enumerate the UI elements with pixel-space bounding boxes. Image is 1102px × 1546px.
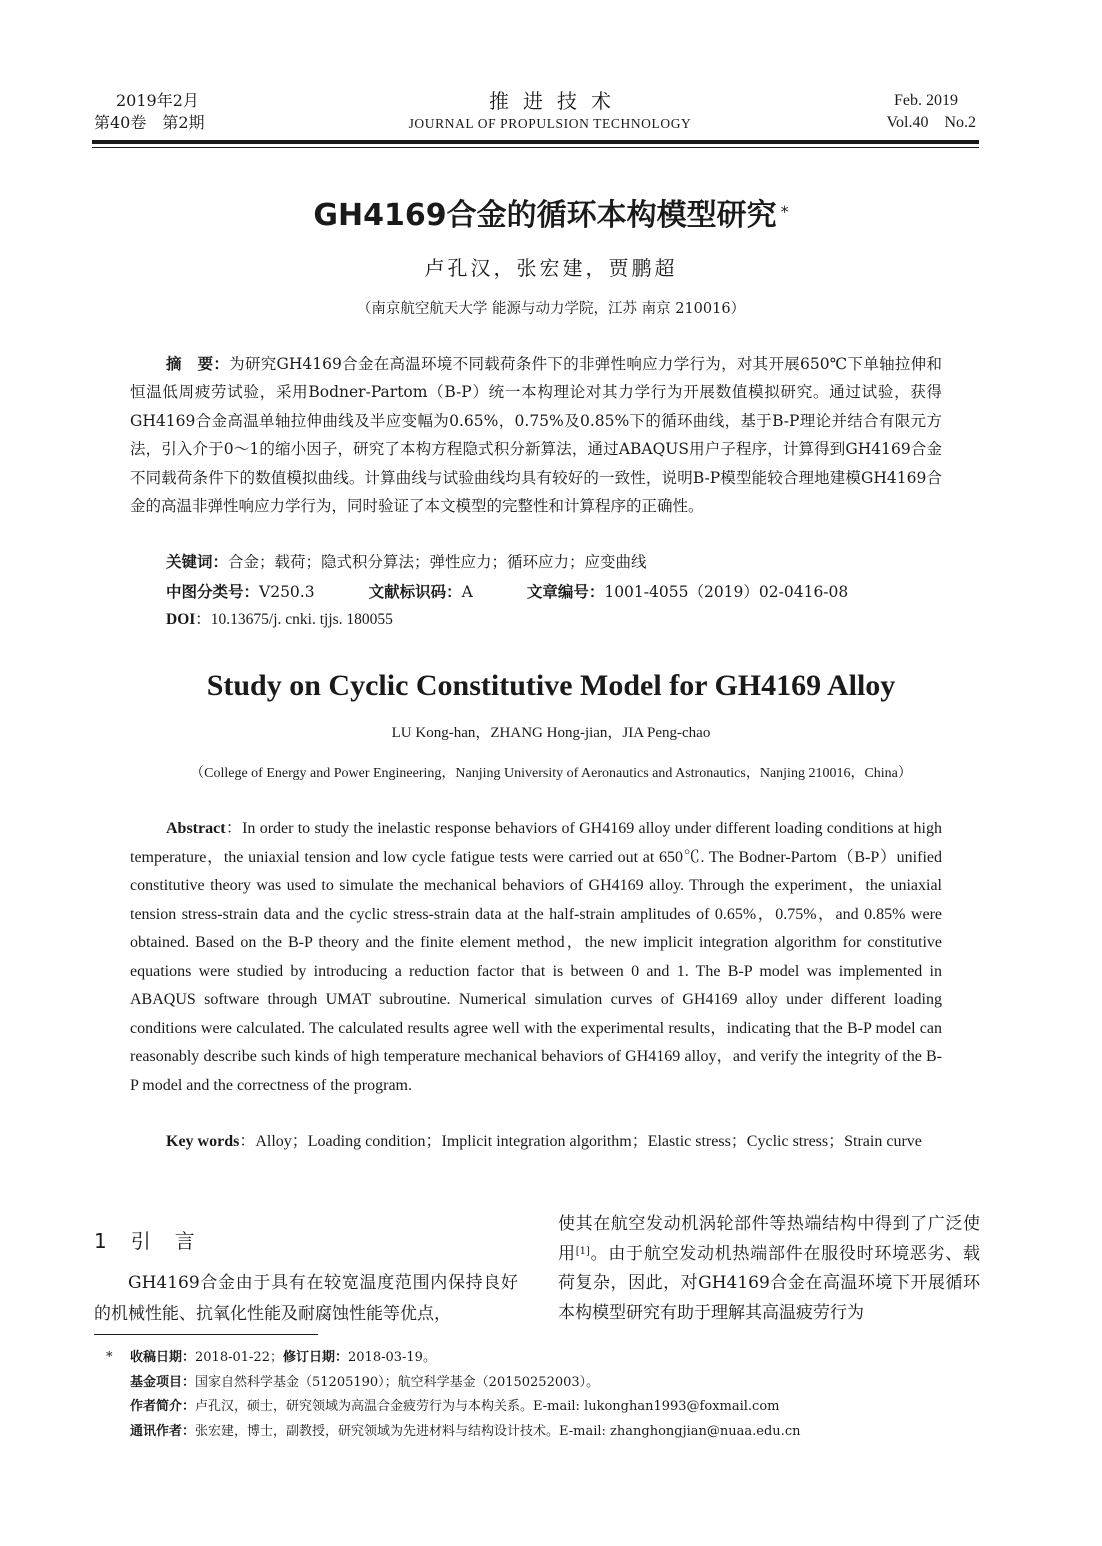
footnote-rule xyxy=(94,1334,318,1335)
clc-label: 中图分类号： xyxy=(166,583,260,601)
body-left-column xyxy=(94,1268,518,1330)
keywords-en-text: ：Alloy；Loading condition；Implicit integration algorithm；Elastic stress；Cyclic stress；Strain curve xyxy=(239,1133,922,1150)
intro-paragraph-left: GH4169合金由于具有在较宽温度范围内保持良好的机械性能、抗氧化性能及耐腐蚀性能等优点， xyxy=(94,1273,518,1324)
footnote-corresponding xyxy=(94,1420,974,1445)
doi-label: DOI xyxy=(166,611,196,628)
keywords-en-label: Key words xyxy=(166,1133,240,1150)
footnotes xyxy=(94,1346,974,1444)
citation-ref[interactable]: [1] xyxy=(575,1245,590,1257)
abstract-cn-text: 为研究GH4169合金在高温环境不同载荷条件下的非弹性响应力学行为，对其开展650℃下单轴拉伸和恒温低周疲劳试验，采用Bodner-Partom（B-P）统一本构理论对其力学行为开展数值模拟研究。通过试验，获得GH4169合金高温单轴拉伸曲线及半应变幅为0.65%，0.75%及0.85%下的循环曲线，基于B-P理论并结合有限元方法，引入介于0～1的缩小因子，研究了本构方程隐式积分新算法，通过ABAQUS用户子程序，计算得到GH4169合金不同载荷条件下的数值模拟曲线。计算曲线与试验曲线均具有较好的一致性，说明B-P模型能较合理地建模GH4169合金的高温非弹性响应力学行为，同时验证了本文模型的完整性和计算程序的正确性。 xyxy=(130,355,942,516)
journal-masthead xyxy=(330,88,770,133)
affiliation-cn: （南京航空航天大学 能源与动力学院，江苏 南京 210016） xyxy=(356,301,746,317)
title-footnote-mark: * xyxy=(780,202,789,221)
doi-value[interactable]: ：10.13675/j. cnki. tjjs. 180055 xyxy=(195,611,393,628)
section-number: 1 xyxy=(94,1229,109,1253)
journal-name-en: JOURNAL OF PROPULSION TECHNOLOGY xyxy=(408,116,692,131)
header-issue-cn: 第40卷 第2期 xyxy=(94,113,205,132)
header-left xyxy=(94,90,205,134)
authors-en: LU Kong-han，ZHANG Hong-jian，JIA Peng-chao xyxy=(391,725,711,741)
keywords-cn-text: 合金；载荷；隐式积分算法；弹性应力；循环应力；应变曲线 xyxy=(228,553,647,571)
footnote-author xyxy=(94,1395,974,1420)
section-heading-introduction xyxy=(94,1226,197,1256)
header-date-en: Feb. 2019 xyxy=(894,92,958,109)
fund-label: 基金项目： xyxy=(130,1374,196,1390)
authors-cn: 卢孔汉，张宏建，贾鹏超 xyxy=(424,256,678,280)
revised-label: 修订日期： xyxy=(282,1350,348,1365)
doi-line xyxy=(166,606,393,634)
body-right-column xyxy=(558,1210,980,1328)
keywords-cn xyxy=(166,548,647,576)
section-title-char-2: 言 xyxy=(174,1229,197,1253)
header-rule-thin xyxy=(92,147,979,148)
author-bio-label: 作者简介： xyxy=(130,1399,196,1414)
section-title-char-1: 引 xyxy=(130,1229,153,1253)
abstract-cn-label: 摘 要： xyxy=(166,355,230,373)
header-right xyxy=(887,90,977,134)
footnote-fund xyxy=(94,1371,974,1396)
corresponding-label: 通讯作者： xyxy=(130,1423,196,1439)
fund-value: 国家自然科学基金（51205190）；航空科学基金（20150252003）。 xyxy=(195,1374,600,1390)
footnote-dates xyxy=(94,1346,974,1371)
revised-value: 2018-03-19。 xyxy=(348,1350,436,1365)
received-value: 2018-01-22； xyxy=(195,1350,283,1365)
keywords-cn-label: 关键词： xyxy=(166,553,229,571)
abstract-en-text: ：In order to study the inelastic response behaviors of GH4169 alloy under different loading conditions at high temperature，the uniaxial tension and low cycle fatigue tests were carried out at 650℃. The Bodner-Partom（B-P）unified constitutive theory was used to simulate the mechanical behaviors of GH4169 alloy. Through the experiment，the uniaxial tension stress-strain data and the cyclic stress-strain data at the half-strain amplitudes of 0.65%，0.75%，and 0.85% were obtained. Based on the B-P theory and the finite element method，the new implicit integration algorithm for constitutive equations were studied by introducing a reduction factor that is between 0 and 1. The B-P model was implemented in ABAQUS software through UMAT subroutine. Numerical simulation curves of GH4169 alloy under different loading conditions were calculated. The calculated results agree well with the experimental results，indicating that the B-P model can reasonably describe such kinds of high temperature mechanical behaviors of GH4169 alloy，and verify the integrity of the B-P model and the correctness of the program. xyxy=(130,820,943,1094)
article-number-label: 文章编号： xyxy=(526,583,605,601)
footnote-star: * xyxy=(106,1350,113,1365)
header-date-cn: 2019年2月 xyxy=(116,91,199,110)
keywords-en xyxy=(130,1128,942,1157)
abstract-cn xyxy=(130,350,942,520)
paper-title-en: Study on Cyclic Constitutive Model for GH4169 Alloy xyxy=(206,669,896,702)
paper-title-cn xyxy=(0,196,1102,236)
author-bio-value: 卢孔汉，硕士，研究领域为高温合金疲劳行为与本构关系。E-mail: lukonghan1993@foxmail.com xyxy=(195,1399,780,1414)
clc-value: V250.3 xyxy=(259,583,315,601)
journal-name-cn: 推进技术 xyxy=(489,89,625,113)
received-label: 收稿日期： xyxy=(130,1350,196,1365)
abstract-en-label: Abstract xyxy=(166,820,226,837)
abstract-en xyxy=(130,815,942,1100)
title-cn-text: GH4169合金的循环本构模型研究 xyxy=(313,198,777,233)
article-number-value: 1001-4055（2019）02-0416-08 xyxy=(604,583,849,601)
corresponding-value: 张宏建，博士，副教授，研究领域为先进材料与结构设计技术。E-mail: zhanghongjian@nuaa.edu.cn xyxy=(195,1423,801,1439)
header-issue-en: Vol.40 No.2 xyxy=(886,114,976,131)
intro-paragraph-right-a: 使其在航空发动机涡轮部件等热端结构中得到了广泛使用 xyxy=(558,1214,980,1264)
doc-code-value: A xyxy=(461,583,473,601)
intro-paragraph-right-b: 。由于航空发动机热端部件在服役时环境恶劣、载荷复杂，因此，对GH4169合金在高温环境下开展循环本构模型研究有助于理解其高温疲劳行为 xyxy=(558,1243,981,1323)
classification-line xyxy=(166,578,848,606)
doc-code-label: 文献标识码： xyxy=(368,583,462,601)
header-rule-thick xyxy=(92,140,979,144)
affiliation-en: （College of Energy and Power Engineering，Nanjing University of Aeronautics and Astronautics，Nanjing 210016，China） xyxy=(190,766,912,781)
